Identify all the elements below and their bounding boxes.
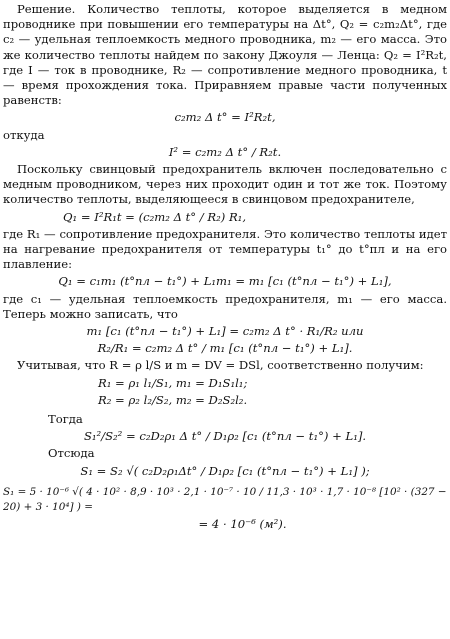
equation-resistance-ratio: R₂/R₁ = c₂m₂ Δ t° / m₁ [c₁ (t°пл − t₁°) + L₁]. (97, 341, 353, 356)
equation-s1-formula: S₁ = S₂ √( c₂D₂ρ₁Δt° / D₁ρ₂ [c₁ (t°пл − t₁°) + L₁] ); (80, 463, 370, 478)
text-series-connection: Поскольку свинцовый предохранитель включен последовательно с медным проводником, через них проходит один и тот же ток. Поэтому количество теплоты, выделяющееся в свинцовом предохранителе, (3, 162, 447, 207)
equation-heat-balance: c₂m₂ Δ t° = I²R₂t, (174, 110, 276, 125)
equation-area-ratio: S₁²/S₂² = c₂D₂ρ₁ Δ t° / D₁ρ₂ [c₁ (t°пл − t₁°) + L₁]. (83, 429, 367, 444)
equation-s1-result: = 4 · 10⁻⁶ (м²). (198, 517, 287, 532)
equation-s1-numeric: S₁ = 5 · 10⁻⁶ √( 4 · 10² · 8,9 · 10³ · 2,1 · 10⁻⁷ · 10 / 11,3 · 10³ · 1,7 · 10⁻⁸ [10² · (327 − 20) + 3 · 10⁴] ) = (3, 485, 447, 514)
text-then: Тогда (48, 412, 83, 427)
text-whence: откуда (3, 127, 45, 142)
text-fuse-heating: где R₁ — сопротивление предохранителя. Это количество теплоты идет на нагревание предохранителя от температуры t₁° до t°пл и на его плавление: (3, 226, 447, 272)
solution-intro: Решение. Количество теплоты, которое выделяется в медном проводнике при повышении его температуры на Δt°, Q₂ = c₂m₂Δt°, где c₂ — удельная теплоемкость медного проводника, m₂ — его масса. Это же количество теплоты найдем по закону Джоуля — Ленца: Q₂ = I²R₂t, где I — ток в проводнике, R₂ — сопротивление медного проводника, t — время прохождения тока. Приравняем правые части полученных равенств: (3, 2, 447, 108)
equation-current-squared: I² = c₂m₂ Δ t° / R₂t. (168, 144, 282, 159)
equation-energy-equality: m₁ [c₁ (t°пл − t₁°) + L₁] = c₂m₂ Δ t° · R₁/R₂ или (86, 324, 364, 339)
text-given-relations: Учитывая, что R = ρ l/S и m = DV = DSl, соответственно получим: (17, 358, 424, 373)
equation-q1: Q₁ = I²R₁t = (c₂m₂ Δ t° / R₂) R₁, (63, 209, 247, 224)
text-c1-definition: где c₁ — удельная теплоемкость предохранителя, m₁ — его масса. Теперь можно записать, что (3, 291, 447, 321)
text-hence: Отсюда (48, 446, 95, 461)
equation-q1-expanded: Q₁ = c₁m₁ (t°пл − t₁°) + L₁m₁ = m₁ [c₁ (t°пл − t₁°) + L₁], (58, 274, 392, 289)
equation-r2-m2: R₂ = ρ₂ l₂/S₂, m₂ = D₂S₂l₂. (98, 392, 248, 407)
equation-r1-m1: R₁ = ρ₁ l₁/S₁, m₁ = D₁S₁l₁; (98, 375, 248, 390)
